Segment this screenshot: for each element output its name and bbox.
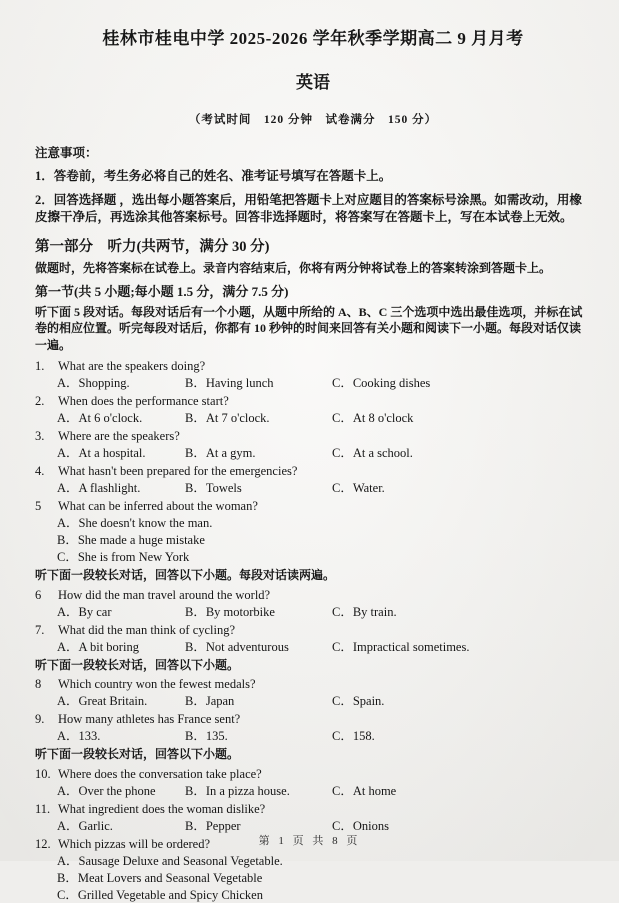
option-a: A．At a hospital. [57,446,146,460]
option-b: B．135. [185,729,228,743]
question-text: Which pizzas will be ordered? [58,836,211,851]
option-b: B．At a gym. [185,446,256,460]
question-number: 6 [35,587,42,602]
option-a: A．Over the phone [57,783,156,798]
question-1 [35,358,591,391]
question-9 [35,711,591,744]
question-number: 2. [35,394,45,408]
option-b: B．At 7 o'clock. [185,411,270,425]
question-5 [35,498,591,565]
option-a: A．By car [57,604,112,619]
option-c: C．Water. [332,481,385,495]
option-a: A．Sausage Deluxe and Seasonal Vegetable. [57,853,283,868]
part1-instruction: 做题时，先将答案标在试卷上。录音内容结束后，你将有两分钟将试卷上的答案转涂到答题卡上。 [35,261,552,275]
dialogue-note-1: 听下面一段较长对话，回答以下小题。每段对话读两遍。 [35,568,336,582]
option-c: C．Onions [332,818,389,833]
notice-item-2: 2．回答选择题 ，选出每小题答案后，用铅笔把答题卡上对应题目的答案标号涂黑。如需改动，用橡皮擦干净后，再选涂其他答案标号。回答非选择题时，将答案写在答题卡上，写在本试卷上无效。 [35,193,582,224]
question-number: 7. [35,622,45,637]
option-a: A．133. [57,729,101,743]
question-number: 3. [35,429,45,443]
question-6 [35,587,591,620]
question-text: Where does the conversation take place? [58,766,262,781]
question-text: What are the speakers doing? [58,359,206,373]
option-c: C．Spain. [332,694,385,708]
question-number: 8 [35,677,42,691]
question-text: What hasn't been prepared for the emergencies? [58,464,298,478]
question-11 [35,801,591,834]
question-number: 9. [35,712,45,726]
option-a: A．A flashlight. [57,481,141,495]
notice-item-1: 1．答卷前，考生务必将自己的姓名、准考证号填写在答题卡上。 [35,169,392,183]
option-c: C．Grilled Vegetable and Spicy Chicken [57,887,263,902]
option-a: A．Shopping. [57,376,130,390]
option-a: A．Garlic. [57,818,113,833]
option-c: C．Cooking dishes [332,376,431,390]
question-10 [35,766,591,799]
question-number: 1. [35,359,45,373]
option-b: B．Pepper [185,818,241,833]
notices-heading: 注意事项： [35,146,98,160]
option-a: A．Great Britain. [57,694,148,708]
option-c: C．At home [332,783,397,798]
option-a: A．She doesn't know the man. [57,516,213,530]
option-a: A．At 6 o'clock. [57,411,143,425]
question-number: 11. [35,801,51,816]
notices-section [35,143,591,226]
question-text: When does the performance start? [58,394,229,408]
dialogue-note-2: 听下面一段较长对话，回答以下小题。 [35,657,240,672]
page-footer: 第 1 页 共 8 页 [258,835,361,847]
option-c: C．At 8 o'clock [332,411,414,425]
option-c: C．By train. [332,604,397,619]
question-4 [35,463,591,496]
questions-list [35,358,591,903]
exam-info: （考试时间 120 分钟 试卷满分 150 分） [188,114,438,126]
option-b: B．Having lunch [185,376,274,390]
option-b: B．Not adventurous [185,639,289,654]
question-text: Which country won the fewest medals? [58,677,256,691]
option-c: C．At a school. [332,446,413,460]
part1-heading: 第一部分 听力(共两节，满分 30 分) [35,239,270,255]
question-8 [35,676,591,709]
question-7 [35,622,591,655]
option-b: B．In a pizza house. [185,783,290,798]
option-b: B．Meat Lovers and Seasonal Vegetable [57,870,263,885]
option-c: C．158. [332,729,375,743]
question-number: 5 [35,499,42,513]
section1-instruction: 听下面 5 段对话。每段对话后有一个小题，从题中所给的 A、B、C 三个选项中选出最佳选项，并标在试卷的相应位置。听完每段对话后，你都有 10 秒钟的时间来回答有关小题和阅读下一小题。每段对话仅读一遍。 [35,304,583,352]
option-b: B．She made a huge mistake [57,533,205,547]
question-text: What can be inferred about the woman? [58,499,258,513]
question-2 [35,393,591,426]
option-b: B．Japan [185,694,235,708]
question-number: 4. [35,464,45,478]
question-3 [35,428,591,461]
exam-subject: 英语 [296,73,330,92]
option-b: B．Towels [185,481,242,495]
option-c: C．Impractical sometimes. [332,639,470,654]
question-text: Where are the speakers? [58,429,180,443]
question-text: What did the man think of cycling? [58,622,236,637]
exam-title: 桂林市桂电中学 2025-2026 学年秋季学期高二 9 月月考 [102,29,524,48]
dialogue-note-3: 听下面一段较长对话，回答以下小题。 [35,747,240,761]
question-text: How many athletes has France sent? [58,712,241,726]
section1-heading: 第一节(共 5 小题;每小题 1.5 分，满分 7.5 分) [35,283,289,299]
option-c: C．She is from New York [57,550,190,564]
option-a: A．A bit boring [57,639,139,654]
option-b: B．By motorbike [185,604,275,619]
question-number: 10. [35,766,51,781]
question-text: What ingredient does the woman dislike? [58,801,266,816]
question-text: How did the man travel around the world? [58,587,271,602]
question-number: 12. [35,836,51,851]
